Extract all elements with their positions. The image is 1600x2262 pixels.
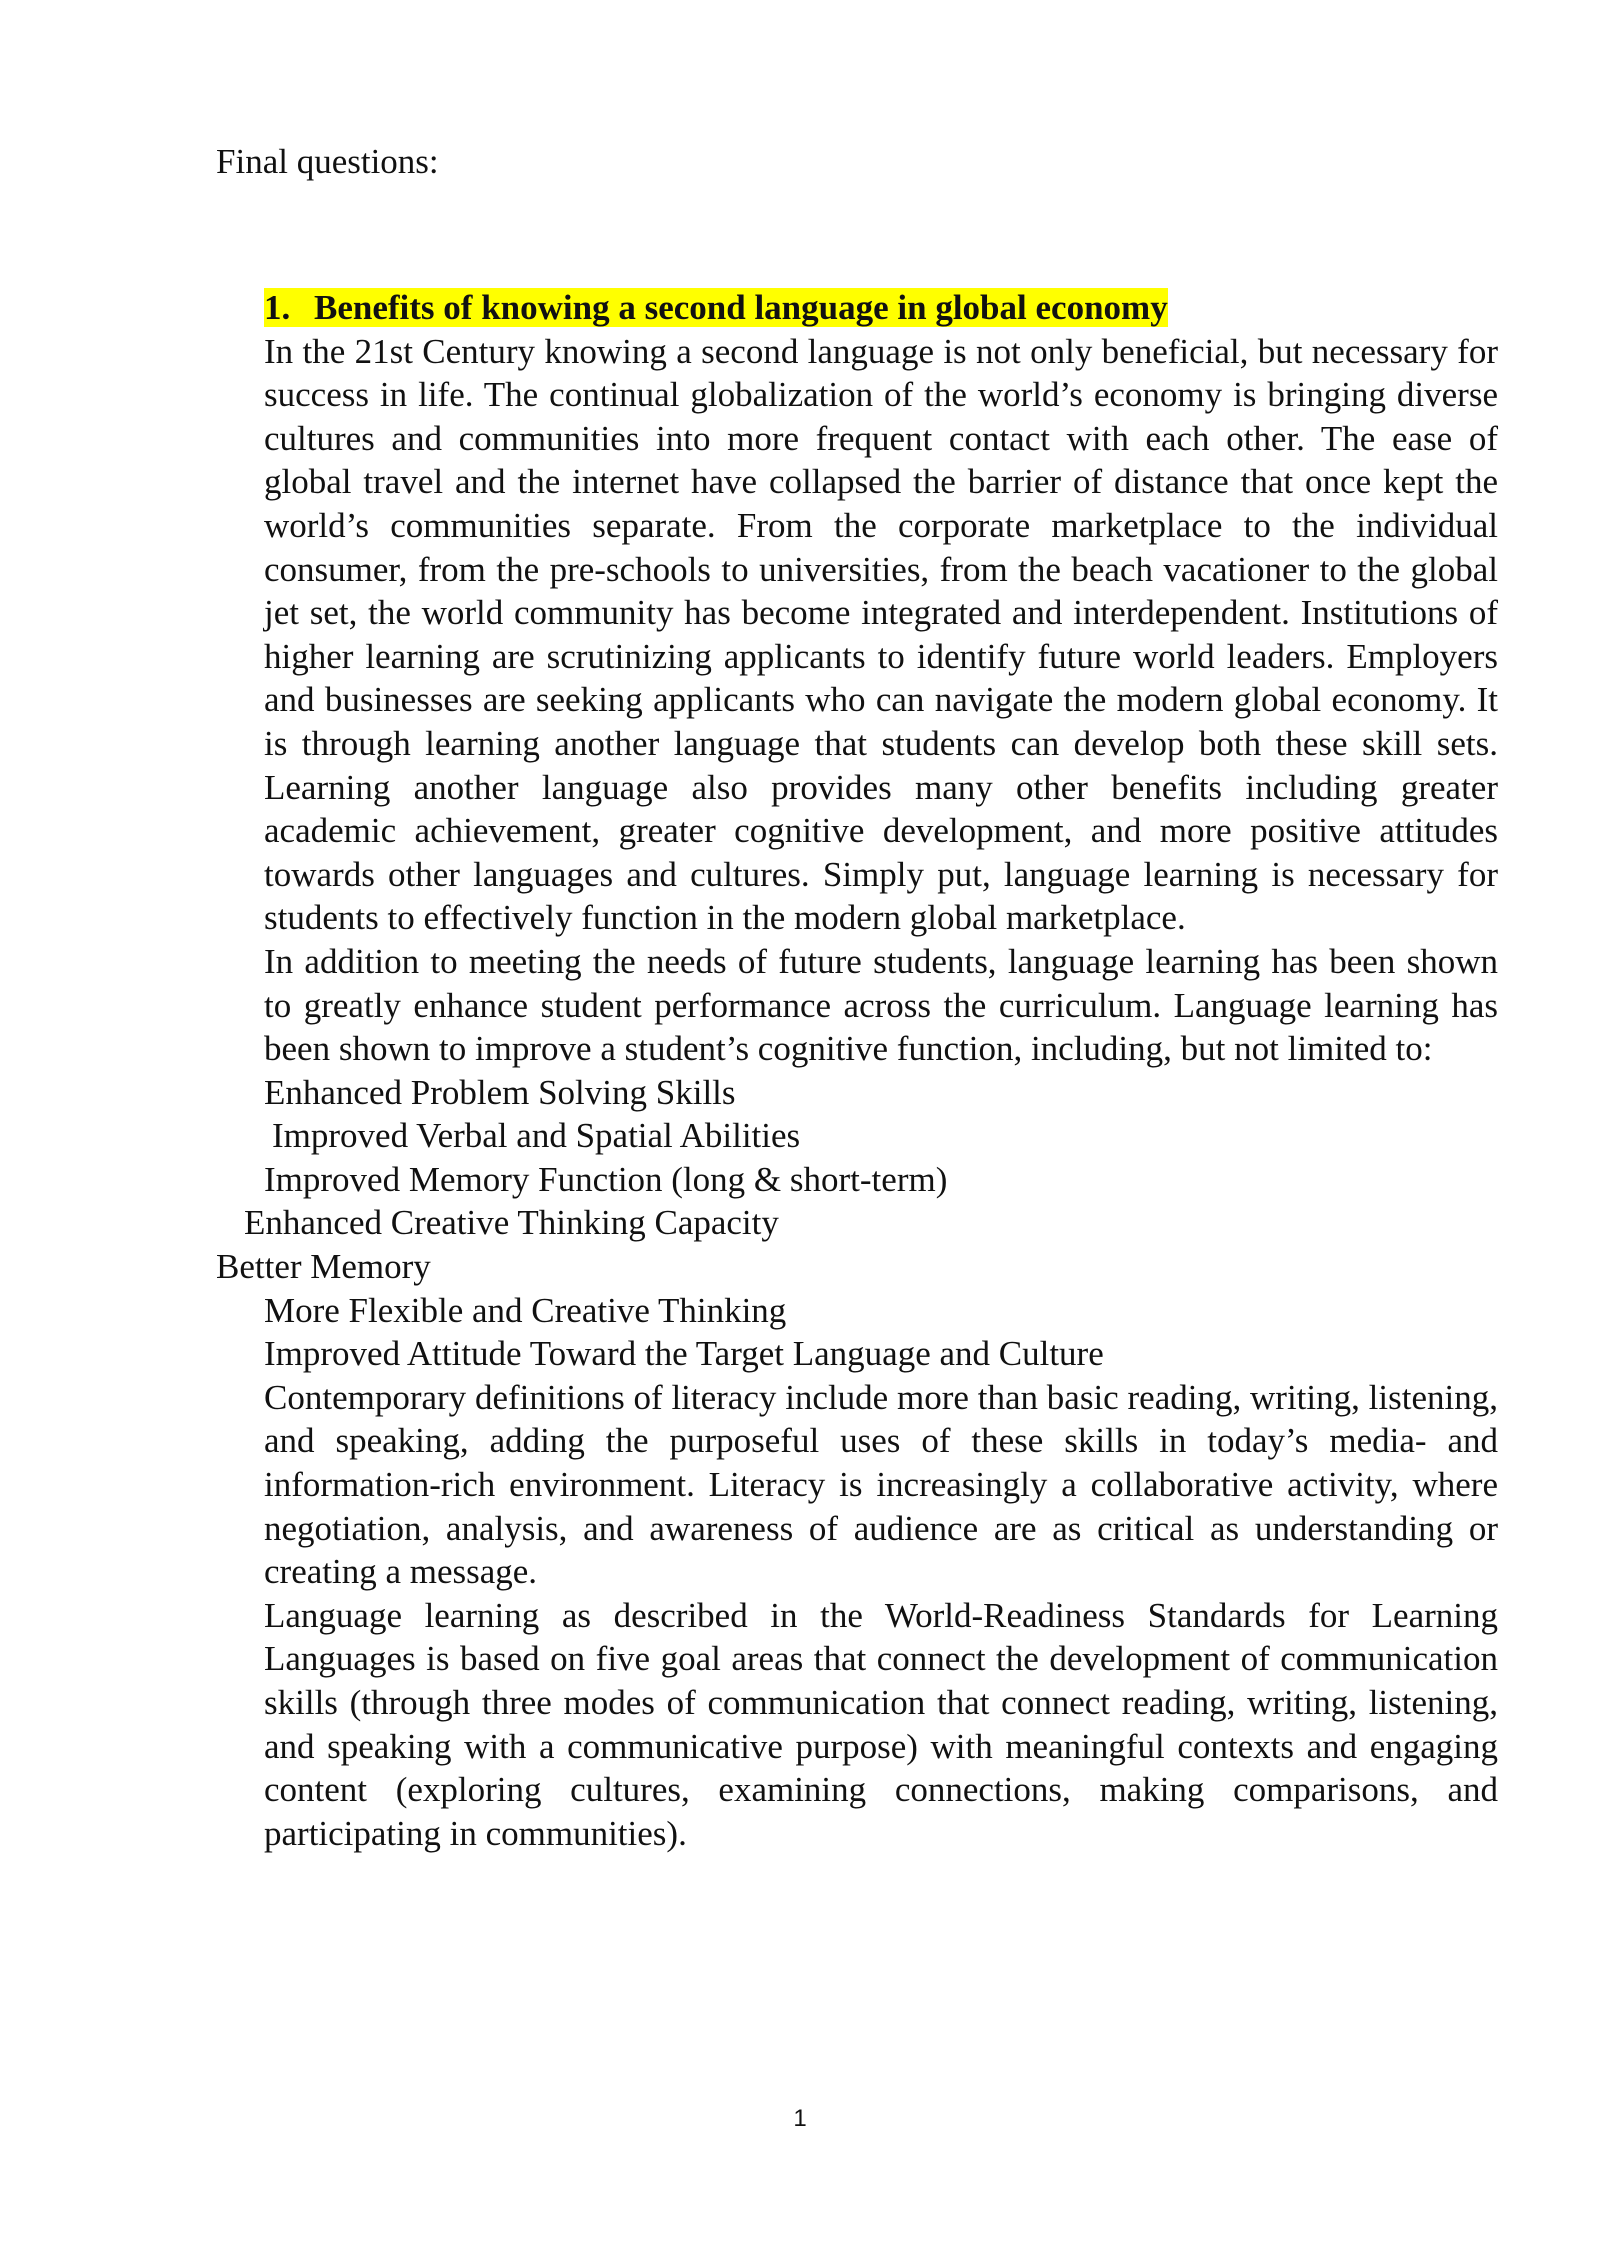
list-item: Improved Memory Function (long & short-term) — [264, 1159, 948, 1199]
list-item: Enhanced Problem Solving Skills — [264, 1072, 736, 1112]
closing-paragraph-1: Contemporary definitions of literacy include more than basic reading, writing, listening, and speaking, adding the purposeful uses of these skills in today’s media- and information-rich environment. Literacy is increasingly a collaborative activity, where negotiation, analysis, and awareness of audience are as critical as understanding or creating a message. — [264, 1377, 1498, 1592]
heading-highlight — [264, 288, 1168, 327]
list-item: Enhanced Creative Thinking Capacity — [244, 1203, 779, 1243]
list-item: More Flexible and Creative Thinking — [264, 1290, 787, 1330]
section-heading — [264, 286, 1498, 330]
list-item: Improved Attitude Toward the Target Language and Culture — [264, 1334, 1104, 1374]
final-questions-label: Final questions: — [216, 142, 439, 181]
body-paragraph-2: In addition to meeting the needs of future students, language learning has been shown to greatly enhance student performance across the curriculum. Language learning has been shown to improve a student’s cognitive function, including, but not limited to: — [264, 941, 1498, 1069]
closing-paragraph-2: Language learning as described in the World-Readiness Standards for Learning Languages is based on five goal areas that connect the development of communication skills (through three modes of communication that connect reading, writing, listening, and speaking with a communicative purpose) with meaningful contexts and engaging content (exploring cultures, examining connections, making comparisons, and participating in communities). — [264, 1595, 1498, 1853]
body-paragraph-1: In the 21st Century knowing a second language is not only beneficial, but necessary for success in life. The continual globalization of the world’s economy is bringing diverse cultures and communities into more frequent contact with each other. The ease of global travel and the internet have collapsed the barrier of distance that once kept the world’s communities separate. From the corporate marketplace to the individual consumer, from the pre-schools to universities, from the beach vacationer to the global jet set, the world community has become integrated and interdependent. Institutions of higher learning are scrutinizing applicants to identify future world leaders. Employers and businesses are seeking applicants who can navigate the modern global economy. It is through learning another language that students can develop both these skill sets. Learning another language also provides many other benefits including greater academic achievement, greater cognitive development, and more positive attitudes towards other languages and cultures. Simply put, language learning is necessary for students to effectively function in the modern global marketplace. — [264, 331, 1498, 938]
list-item: Better Memory — [216, 1247, 431, 1287]
list-item: Improved Verbal and Spatial Abilities — [272, 1116, 801, 1156]
heading-number: 1. — [264, 288, 291, 327]
heading-text: Benefits of knowing a second language in global economy — [314, 288, 1168, 327]
page-number: 1 — [793, 2105, 807, 2132]
document-content — [216, 286, 1498, 1855]
